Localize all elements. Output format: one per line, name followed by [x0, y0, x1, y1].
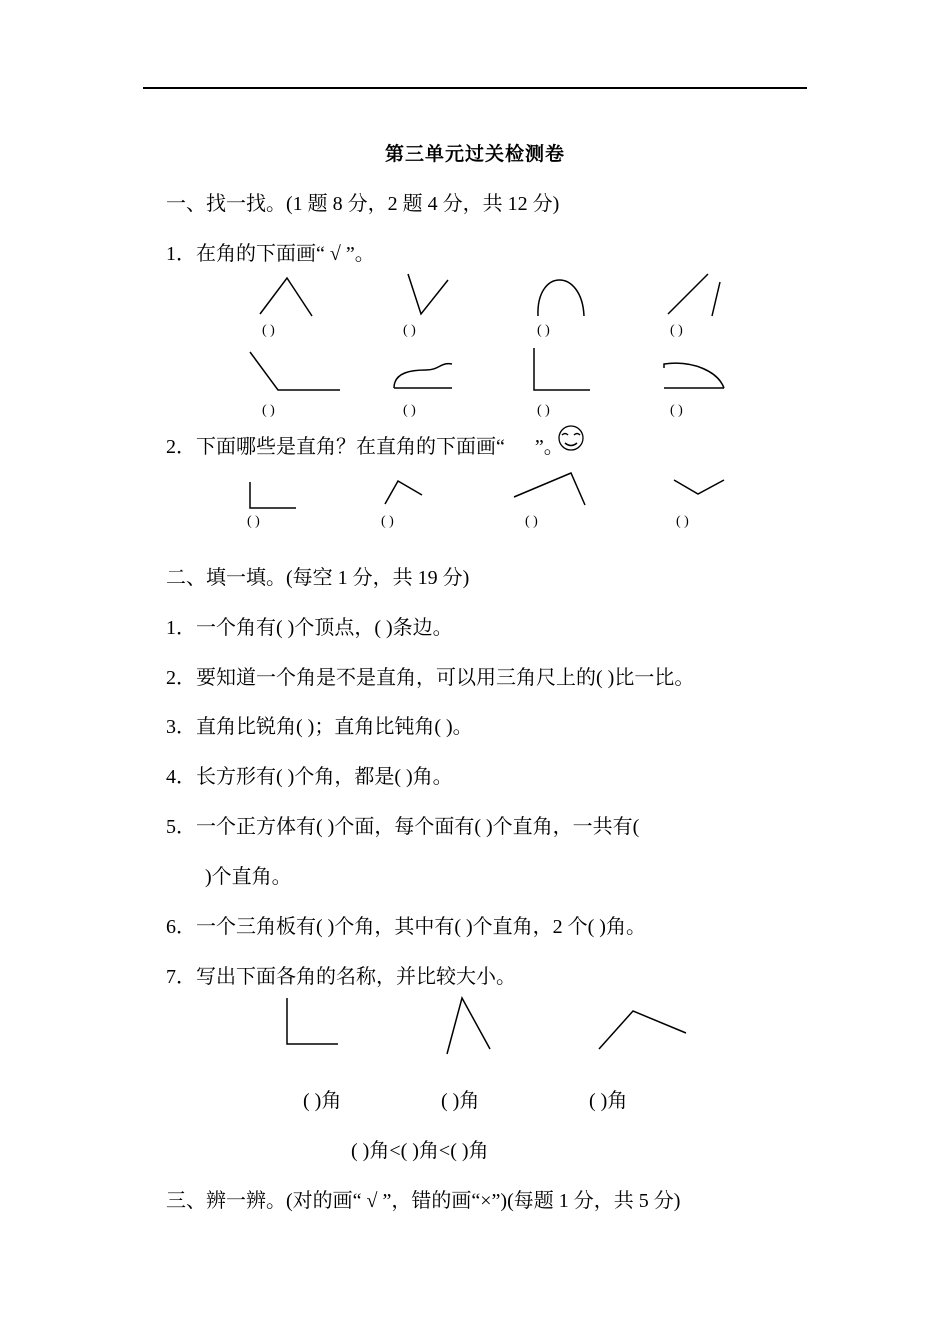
page-title: 第三单元过关检测卷: [384, 144, 565, 165]
answer-blank[interactable]: ( ): [262, 323, 275, 338]
s2-item: 3．直角比锐角( )；直角比钝角( )。: [166, 716, 473, 738]
angle-comparison[interactable]: ( )角<( )角<( )角: [351, 1140, 489, 1162]
smiley-mouth: [565, 443, 577, 446]
s2-item: 7．写出下面各角的名称，并比较大小。: [166, 966, 516, 988]
angle-figure-1: [260, 278, 312, 316]
s1-question-2-tail: ”。: [534, 436, 564, 458]
answer-blank[interactable]: ( ): [403, 323, 416, 338]
s2-item: 5．一个正方体有( )个面，每个面有( )个直角，一共有(: [166, 816, 640, 838]
angle-figure-q2-3: [514, 473, 585, 505]
answer-blank[interactable]: ( ): [670, 323, 683, 338]
s1-question-1: 1．在角的下面画“ √ ”。: [166, 243, 375, 265]
acute-angle-figure-q7: [447, 998, 490, 1054]
answer-blank[interactable]: ( ): [670, 403, 683, 418]
answer-blank[interactable]: ( ): [262, 403, 275, 418]
s1-question-2: [166, 430, 564, 459]
line-figure-4a: [668, 274, 708, 314]
angle-figure-q2-2: [385, 481, 422, 504]
line-figure-4b: [712, 282, 720, 316]
angle-name-blank[interactable]: ( )角: [441, 1090, 480, 1112]
section-1-heading: 一、找一找。(1 题 8 分，2 题 4 分，共 12 分): [166, 193, 560, 215]
s2-item: 2．要知道一个角是不是直角，可以用三角尺上的( )比一比。: [166, 667, 695, 689]
angle-figure-7: [534, 348, 590, 390]
arc-figure-8: [664, 363, 724, 388]
arc-figure-3: [538, 280, 584, 316]
answer-blank[interactable]: ( ): [247, 514, 260, 529]
section-2-heading: 二、填一填。(每空 1 分，共 19 分): [166, 567, 470, 589]
answer-blank[interactable]: ( ): [537, 323, 550, 338]
s2-item: 4．长方形有( )个角，都是( )角。: [166, 766, 453, 788]
right-angle-figure-q7: [287, 998, 338, 1044]
angle-figure-q2-4: [674, 480, 724, 494]
curve-figure-6: [394, 364, 452, 388]
smiley-eyes: [562, 434, 580, 436]
answer-blank[interactable]: ( ): [403, 403, 416, 418]
angle-name-blank[interactable]: ( )角: [589, 1090, 628, 1112]
answer-blank[interactable]: ( ): [676, 514, 689, 529]
right-angle-figure-1: [250, 482, 296, 508]
answer-blank[interactable]: ( ): [537, 403, 550, 418]
s2-item: 1．一个角有( )个顶点，( )条边。: [166, 617, 453, 639]
answer-blank[interactable]: ( ): [381, 514, 394, 529]
angle-name-blank[interactable]: ( )角: [303, 1090, 342, 1112]
section-3-heading: 三、辨一辨。(对的画“ √ ”，错的画“×”)(每题 1 分，共 5 分): [166, 1190, 681, 1212]
s2-item: 6．一个三角板有( )个角，其中有( )个直角，2 个( )角。: [166, 916, 646, 938]
angle-figure-2: [408, 274, 448, 314]
obtuse-angle-figure-q7: [599, 1011, 686, 1049]
s1-question-2-text: 2．下面哪些是直角？在直角的下面画“: [166, 436, 505, 458]
answer-blank[interactable]: ( ): [525, 514, 538, 529]
angle-figure-5: [250, 352, 340, 390]
s2-item-continued: )个直角。: [205, 866, 292, 888]
